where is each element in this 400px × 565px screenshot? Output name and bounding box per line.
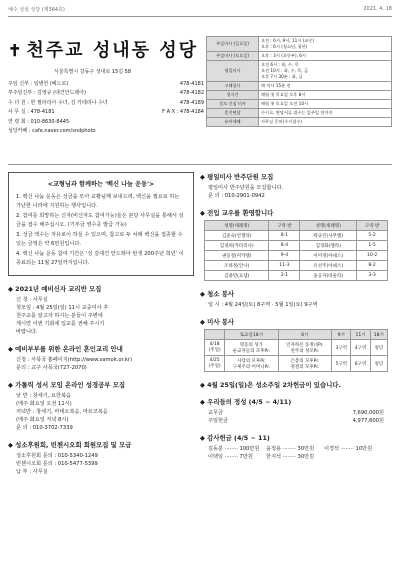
welcome-row xyxy=(205,261,388,271)
right-column xyxy=(200,172,392,461)
top-divider xyxy=(8,16,392,17)
table-cell: 3-3 xyxy=(357,271,388,281)
section-line: 천주교를 알고자 하시는 분들이 주변에 xyxy=(16,313,103,319)
column-header xyxy=(205,330,225,340)
accompanist-contact: 문 의 : 010-2901-0942 xyxy=(208,193,265,199)
notice-item: 1. 백신 나눔 운동은 성금을 모아 교황님께 보내드려, 백신을 필요로 하는 가난한 나라에 지원하는 행사입니다. xyxy=(16,194,180,209)
staff-role: 사 무 실 : 478-4181 xyxy=(8,109,55,116)
table-cell: 청년 xyxy=(370,356,387,372)
bulletin-date: 2021. 4. 18 xyxy=(363,6,392,12)
left-column xyxy=(8,172,194,476)
table-cell: 9-4 xyxy=(269,251,300,261)
mass-label: 성시간 xyxy=(207,91,259,100)
mass-times: 오전 : 6시, 9시, 11시 (교중) 오후 : 6시 (청소년, 청년) xyxy=(259,37,392,52)
section-line: (매주 화요일 저녁 8시) xyxy=(16,417,69,423)
table-cell: 권동철(미카엘) xyxy=(205,251,269,261)
table-cell: 명동의 성가 순교자들의 모후Pr. xyxy=(225,340,278,356)
staff-tel: 478-4182 xyxy=(179,90,204,97)
offering-list xyxy=(200,409,392,425)
mass-row xyxy=(207,109,392,118)
table-cell: 10-2 xyxy=(357,251,388,261)
vaccine-notice-title: <교형님과 함께하는 '백신 나눔 운동'> xyxy=(47,181,155,188)
staff-row xyxy=(8,89,204,98)
mass-label: 평일미사 xyxy=(207,61,259,82)
table-cell: 김용민(요셉) xyxy=(205,271,269,281)
column-header: 18시 xyxy=(370,330,387,340)
welcome-section xyxy=(200,208,392,281)
offering-label: 주일헌금 xyxy=(208,418,229,424)
accompanist-line: 평일미사 반주단원을 모집합니다. xyxy=(208,185,284,191)
table-cell: 8-1 xyxy=(269,231,300,241)
column-header: 토요일18시 xyxy=(225,330,278,340)
thanks-title: ◆ 감사헌금 (4/5 ~ 11) xyxy=(200,434,270,442)
table-cell: 김경화(엘라) xyxy=(300,241,357,251)
parish-address: 서울특별시 강동구 성내로 15길 58 xyxy=(54,69,132,75)
section-line: 낮 반 : 창세기, 요한복음 xyxy=(16,393,72,399)
mass-times: 오전 6시 : 월, 수, 목 오전 10시 : 화, 수, 목, 금 오후 7시 30분 : 화, 금 xyxy=(259,61,392,82)
notice-item: 4. 백신 나눔 운동 참여 기간은 '성 김대건 안드레아 탄생 200주년 희년' 이 종료되는 11월 27일까지입니다. xyxy=(16,251,184,266)
thanks-item: 윤정용 ········ 30만원 xyxy=(266,446,315,452)
staff-row xyxy=(8,80,204,89)
section-line: 문의 : 교구 사목국(727-2070) xyxy=(16,365,87,371)
mass-row xyxy=(207,52,392,61)
staff-tel: F A X : 478-4184 xyxy=(162,109,204,116)
cleaning-section xyxy=(200,289,392,309)
staff-tel: 478-4189 xyxy=(179,99,204,106)
thanks-item: 김동분 ········ 100만원 xyxy=(208,446,260,452)
offering-section xyxy=(200,397,392,425)
table-cell: 5-2 xyxy=(357,231,388,241)
table-cell: 윤공자(바울라) xyxy=(300,271,357,281)
table-cell: 2-1 xyxy=(269,271,300,281)
header-divider xyxy=(8,164,392,165)
thanks-item xyxy=(324,453,382,461)
staff-role: 수 녀 원 : 한 필라리아 수녀, 김 카테리나 수녀 xyxy=(8,99,108,106)
welcome-row xyxy=(205,251,388,261)
table-cell: 곽규린(사무엘) xyxy=(300,231,357,241)
mass-row xyxy=(207,82,392,91)
section-line: (매주 화요일 오전 11시) xyxy=(16,401,72,407)
vaccine-notice-box xyxy=(8,172,194,276)
mass-times: 오후 : 3시 (초등부), 6시 xyxy=(259,52,392,61)
welcome-title: ◆ 전입 교우를 환영합니다 xyxy=(200,209,274,217)
section-line: 바랍니다. xyxy=(16,329,38,335)
column-header: 9시 xyxy=(332,330,351,340)
mass-label: 성모 신심 미사 xyxy=(207,100,259,109)
mass-times: 사무실 문의(수시접수) xyxy=(259,118,392,127)
mass-times: 매월 첫 토요일 오전 10시 xyxy=(259,100,392,109)
column-header: 성명(세례명) xyxy=(205,221,269,231)
welcome-row xyxy=(205,231,388,241)
staff-role: 성당카페 : cafe.naver.com/sndphoto xyxy=(8,128,96,135)
section-title: ◆ 2021년 예비신자 교리반 모집 xyxy=(8,285,102,293)
section-line: 저녁반 : 창세기, 마태오복음, 마르코복음 xyxy=(16,409,108,415)
left-sections xyxy=(8,284,194,476)
column-header: 구역-반 xyxy=(357,221,388,231)
table-cell: 유선주(아녜스) xyxy=(300,261,357,271)
thanks-item: 한지석 ········ 30만원 xyxy=(266,454,315,460)
table-cell: 11-3 xyxy=(269,261,300,271)
page-top-line xyxy=(8,4,392,14)
header xyxy=(8,36,208,75)
service-row xyxy=(205,340,388,356)
column-header: 성명(세례명) xyxy=(300,221,357,231)
table-cell: 청년 xyxy=(370,340,387,356)
section-line: 성소후원회 문의 : 010-5340-1249 xyxy=(16,453,98,459)
mass-row xyxy=(207,37,392,52)
welcome-row xyxy=(205,271,388,281)
header-row xyxy=(205,221,388,231)
mass-row xyxy=(207,100,392,109)
mass-row xyxy=(207,61,392,82)
section-line: 신 청 : 사무실 xyxy=(16,297,48,303)
cleaning-line: 일 시 : 4월 24일(토) 8구역 · 5월 1일(토) 9구역 xyxy=(208,302,318,308)
welcome-table xyxy=(204,220,388,281)
staff-role: 연 령 회 : 010-8630-8445 xyxy=(8,118,70,125)
section-line: 첫모임 : 4월 25일(일) 11시 교중미사 후 xyxy=(16,305,109,311)
table-cell: 은총의 모후Pr. 정결의 모후Pr. xyxy=(278,356,331,372)
table-cell: 8-4 xyxy=(269,241,300,251)
table-cell: 김준숙(안젤라) xyxy=(205,231,269,241)
vocation-sunday-title: ◆ 4월 25일(일)은 성소주일 2차헌금이 있습니다. xyxy=(200,381,341,389)
table-cell: 사랑의 모후Pr. 구세주의 어머니Pr. xyxy=(225,356,278,372)
table-cell: 4/25 (주일) xyxy=(205,356,225,372)
table-cell: 조하정(안나) xyxy=(205,261,269,271)
section-line: 문 의 : 010-3702-7339 xyxy=(16,425,73,431)
table-cell: 인자하신 동정녀Pr. 천주의 성모Pr. xyxy=(278,340,331,356)
offering-row xyxy=(208,409,384,417)
mass-row xyxy=(207,91,392,100)
offering-amount: 4,977,600원 xyxy=(352,418,384,424)
cleaning-title: ◆ 청소 봉사 xyxy=(200,290,235,298)
header-row xyxy=(205,330,388,340)
left-section xyxy=(8,440,194,476)
offering-title: ◆ 우리들의 정성 (4/5 ~ 4/11) xyxy=(200,398,292,406)
notice-item: 3. 성금 액수는 자유로이 하실 수 있으며, 참고로 두 차례 백신을 접종할 수 있는 금액은 약 6만원입니다. xyxy=(16,232,183,247)
left-section xyxy=(8,284,194,336)
section-line: 계시면 이번 기회에 입교를 권해 주시기 xyxy=(16,321,105,327)
thanks-list xyxy=(200,445,382,461)
welcome-row xyxy=(205,241,388,251)
offering-label: 교무금 xyxy=(208,410,224,416)
staff-directory xyxy=(8,80,204,136)
offering-amount: 7,690,000원 xyxy=(352,410,384,416)
mass-label: 주일미사 (일요일) xyxy=(207,37,259,52)
staff-row xyxy=(8,127,204,136)
vocation-sunday-section xyxy=(200,380,392,389)
table-cell: 이미경(아녜스) xyxy=(300,251,357,261)
table-cell: 4구역 xyxy=(351,340,370,356)
left-section xyxy=(8,344,194,372)
staff-role: 주임 신부 : 임병헌 (베드로) xyxy=(8,81,69,87)
mass-times: 수시로, 면담서류 접수는 일주일 전까지 xyxy=(259,109,392,118)
column-header: 11시 xyxy=(351,330,370,340)
left-section xyxy=(8,380,194,432)
column-header: 구역-반 xyxy=(269,221,300,231)
section-title: ◆ 가톨릭 성서 모임 온라인 성경공부 모집 xyxy=(8,381,126,389)
mass-label: 혼인면담 xyxy=(207,109,259,118)
mass-service-section xyxy=(200,317,392,372)
staff-role: 부주임신부 : 김영규 (대건안드레아) xyxy=(8,90,86,97)
title-text: 천주교 성내동 성당 xyxy=(26,40,199,61)
mass-label: 고해성사 xyxy=(207,82,259,91)
mass-schedule-table xyxy=(206,36,392,127)
section-title: ◆ 성소후원회, 빈첸시오회 회원모집 및 모금 xyxy=(8,441,132,449)
parish-title xyxy=(8,36,208,62)
section-line: 납 부 : 사무실 xyxy=(16,469,48,475)
section-line: 빈첸시오회 문의 : 010-5477-5399 xyxy=(16,461,98,467)
table-cell: 1-5 xyxy=(357,241,388,251)
mass-service-title: ◆ 미사 봉사 xyxy=(200,318,235,326)
mass-times: 매월 첫 목요일 오후 8시 xyxy=(259,91,392,100)
table-cell: 3구역 xyxy=(332,340,351,356)
mass-row xyxy=(207,118,392,127)
staff-row xyxy=(8,99,204,108)
vaccine-notice-list xyxy=(16,193,186,267)
table-cell: 김경희(카타리나) xyxy=(205,241,269,251)
accompanist-section xyxy=(200,172,392,200)
staff-row xyxy=(8,118,204,127)
mass-label: 주일미사 (토요일) xyxy=(207,52,259,61)
staff-row xyxy=(8,108,204,117)
offering-row xyxy=(208,417,384,425)
mass-label: 유아세례 xyxy=(207,118,259,127)
table-cell: 5구역 xyxy=(332,356,351,372)
service-row xyxy=(205,356,388,372)
thanks-item: 이택임 ········ 7만원 xyxy=(208,454,253,460)
thanks-section xyxy=(200,433,392,461)
staff-tel: 478-4181 xyxy=(179,81,204,87)
table-cell: 8-2 xyxy=(357,261,388,271)
table-cell: 6구역 xyxy=(351,356,370,372)
bulletin-issue: 예수 성심 성당 (제364호) xyxy=(8,7,65,13)
thanks-item: 이경석 ········ 10만원 xyxy=(324,446,373,452)
section-line: 신청 : 사목국 홈페이지(http://www.samok.or.kr) xyxy=(16,357,133,363)
cross-icon: ✝ xyxy=(8,41,24,60)
column-header: 6시 xyxy=(278,330,331,340)
mass-service-table xyxy=(204,329,388,372)
mass-times: 매 미사 15분 전 xyxy=(259,82,392,91)
table-cell: 4/18 (주일) xyxy=(205,340,225,356)
section-title: ◆ 예비부부를 위한 온라인 혼인교리 안내 xyxy=(8,345,123,353)
accompanist-title: ◆ 평일미사 반주단원 모집 xyxy=(200,173,274,181)
notice-item: 2. 참여를 희망하는 신자(비신자도 참여가능)들은 본당 사무실을 통해서 성금을 접수 해주십시오. (기부금 영수증 발급 가능) xyxy=(16,213,184,228)
